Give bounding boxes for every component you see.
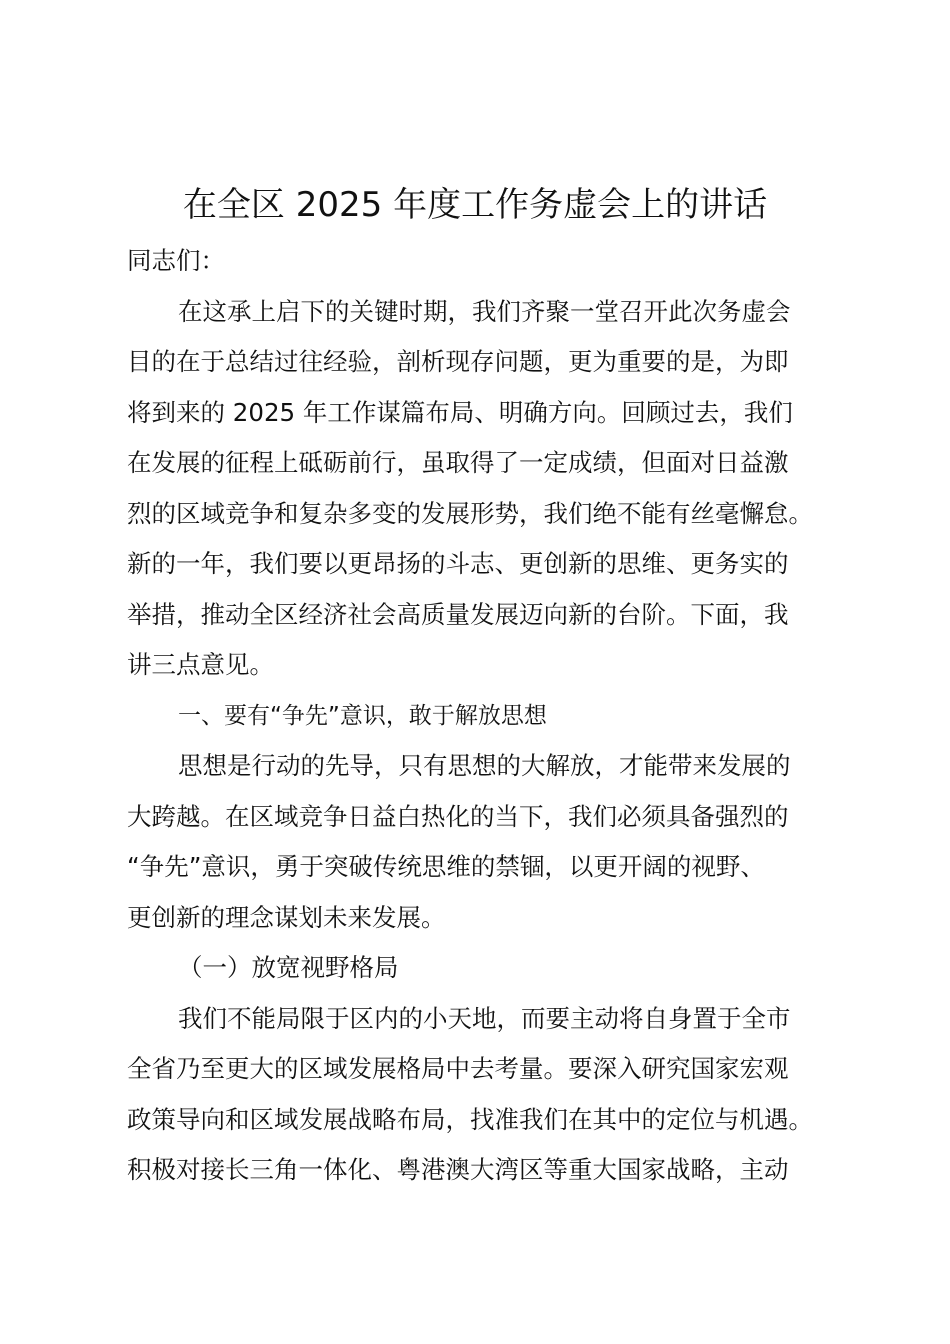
paragraph-line: 在这承上启下的关键时期，我们齐聚一堂召开此次务虚会 — [178, 296, 791, 326]
section-heading: 一、要有“争先”意识，敢于解放思想 — [178, 702, 547, 729]
salutation: 同志们： — [127, 246, 225, 275]
paragraph-line: 大跨越。在区域竞争日益白热化的当下，我们必须具备强烈的 — [127, 801, 789, 831]
paragraph-line: 政策导向和区域发展战略布局，找准我们在其中的定位与机遇。 — [127, 1104, 813, 1134]
paragraph-line: 我们不能局限于区内的小天地，而要主动将自身置于全市 — [178, 1003, 791, 1033]
document-title: 在全区 2025 年度工作务虚会上的讲话 — [182, 185, 768, 225]
paragraph-line: 目的在于总结过往经验，剖析现存问题，更为重要的是，为即 — [127, 347, 789, 376]
paragraph-line: 举措，推动全区经济社会高质量发展迈向新的台阶。下面，我 — [127, 599, 789, 629]
paragraph-line: 将到来的 2025 年工作谋篇布局、明确方向。回顾过去，我们 — [127, 397, 793, 427]
paragraph-line: “争先”意识，勇于突破传统思维的禁锢，以更开阔的视野、 — [127, 852, 765, 881]
paragraph-line: 在发展的征程上砥砺前行，虽取得了一定成绩，但面对日益激 — [127, 448, 789, 477]
document-body — [127, 236, 847, 1196]
paragraph-line: 全省乃至更大的区域发展格局中去考量。要深入研究国家宏观 — [127, 1054, 789, 1083]
paragraph-line: 新的一年，我们要以更昂扬的斗志、更创新的思维、更务实的 — [127, 549, 789, 578]
paragraph-line: 更创新的理念谋划未来发展。 — [127, 902, 446, 932]
subsection-heading: （一）放宽视野格局 — [178, 953, 399, 982]
paragraph-line: 讲三点意见。 — [127, 650, 274, 679]
paragraph-line: 烈的区域竞争和复杂多变的发展形势，我们绝不能有丝毫懈怠。 — [127, 498, 813, 528]
paragraph-line: 思想是行动的先导，只有思想的大解放，才能带来发展的 — [178, 751, 791, 780]
paragraph-line: 积极对接长三角一体化、粤港澳大湾区等重大国家战略，主动 — [127, 1155, 789, 1184]
